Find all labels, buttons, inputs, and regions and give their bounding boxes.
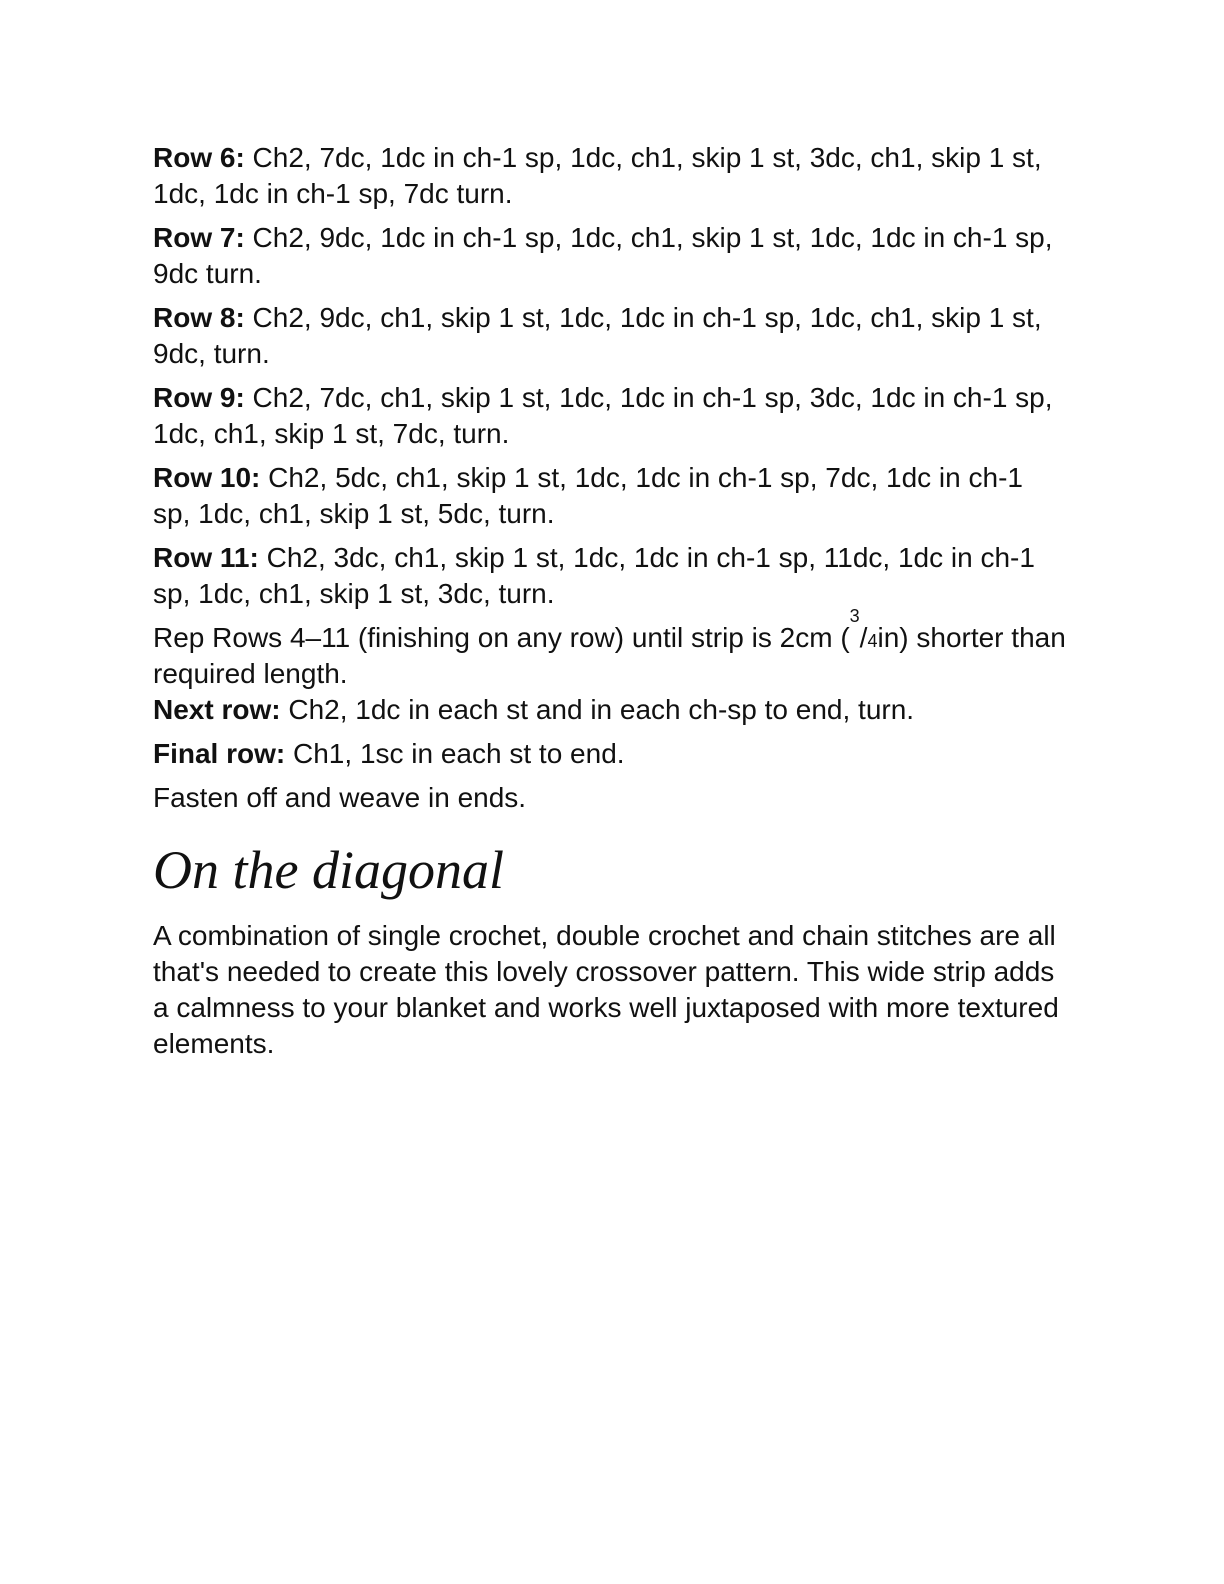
pattern-row-10 [153,460,1068,532]
row-instructions: Ch2, 7dc, 1dc in ch-1 sp, 1dc, ch1, skip 1 st, 3dc, ch1, skip 1 st, 1dc, 1dc in ch-1 sp, 7dc turn. [153,142,1042,209]
row-label: Row 9: [153,382,245,413]
pattern-row-6 [153,140,1068,212]
row-label: Row 8: [153,302,245,333]
row-label: Row 10: [153,462,261,493]
row-label: Row 11: [153,542,259,573]
repeat-text-before: Rep Rows 4–11 (finishing on any row) until strip is 2cm ( [153,622,850,653]
pattern-next-row [153,692,1068,728]
row-instructions: Ch2, 9dc, 1dc in ch-1 sp, 1dc, ch1, skip 1 st, 1dc, 1dc in ch-1 sp, 9dc turn. [153,222,1053,289]
section-intro: A combination of single crochet, double crochet and chain stitches are all that's needed to create this lovely crossover pattern. This wide strip adds a calmness to your blanket and works well juxtaposed with more textured elements. [153,920,1059,1059]
fraction-separator: / [859,622,868,653]
row-instructions: Ch2, 3dc, ch1, skip 1 st, 1dc, 1dc in ch-1 sp, 11dc, 1dc in ch-1 sp, 1dc, ch1, skip 1 st, 3dc, turn. [153,542,1035,609]
row-instructions: Ch1, 1sc in each st to end. [285,738,625,769]
fasten-off-instruction: Fasten off and weave in ends. [153,782,527,813]
row-instructions: Ch2, 9dc, ch1, skip 1 st, 1dc, 1dc in ch-1 sp, 1dc, ch1, skip 1 st, 9dc, turn. [153,302,1042,369]
section-heading: On the diagonal [153,840,504,900]
pattern-row-7 [153,220,1068,292]
row-label: Final row: [153,738,286,769]
pattern-row-11 [153,540,1068,612]
repeat-text-after: in) shorter than required length. [153,622,1066,689]
pattern-row-8 [153,300,1068,372]
row-label: Row 6: [153,142,245,173]
row-instructions: Ch2, 1dc in each st and in each ch-sp to end, turn. [280,694,915,725]
row-instructions: Ch2, 7dc, ch1, skip 1 st, 1dc, 1dc in ch-1 sp, 3dc, 1dc in ch-1 sp, 1dc, ch1, skip 1 st, 7dc, turn. [153,382,1053,449]
row-label: Row 7: [153,222,245,253]
row-instructions: Ch2, 5dc, ch1, skip 1 st, 1dc, 1dc in ch-1 sp, 7dc, 1dc in ch-1 sp, 1dc, ch1, skip 1 st, 5dc, turn. [153,462,1023,529]
pattern-final-row [153,736,1068,772]
row-label: Next row: [153,694,281,725]
pattern-row-9 [153,380,1068,452]
document-page [153,140,1068,1062]
fraction-denominator: 4 [867,631,878,651]
fraction-numerator: 3 [849,606,860,626]
repeat-instruction [153,606,1068,692]
